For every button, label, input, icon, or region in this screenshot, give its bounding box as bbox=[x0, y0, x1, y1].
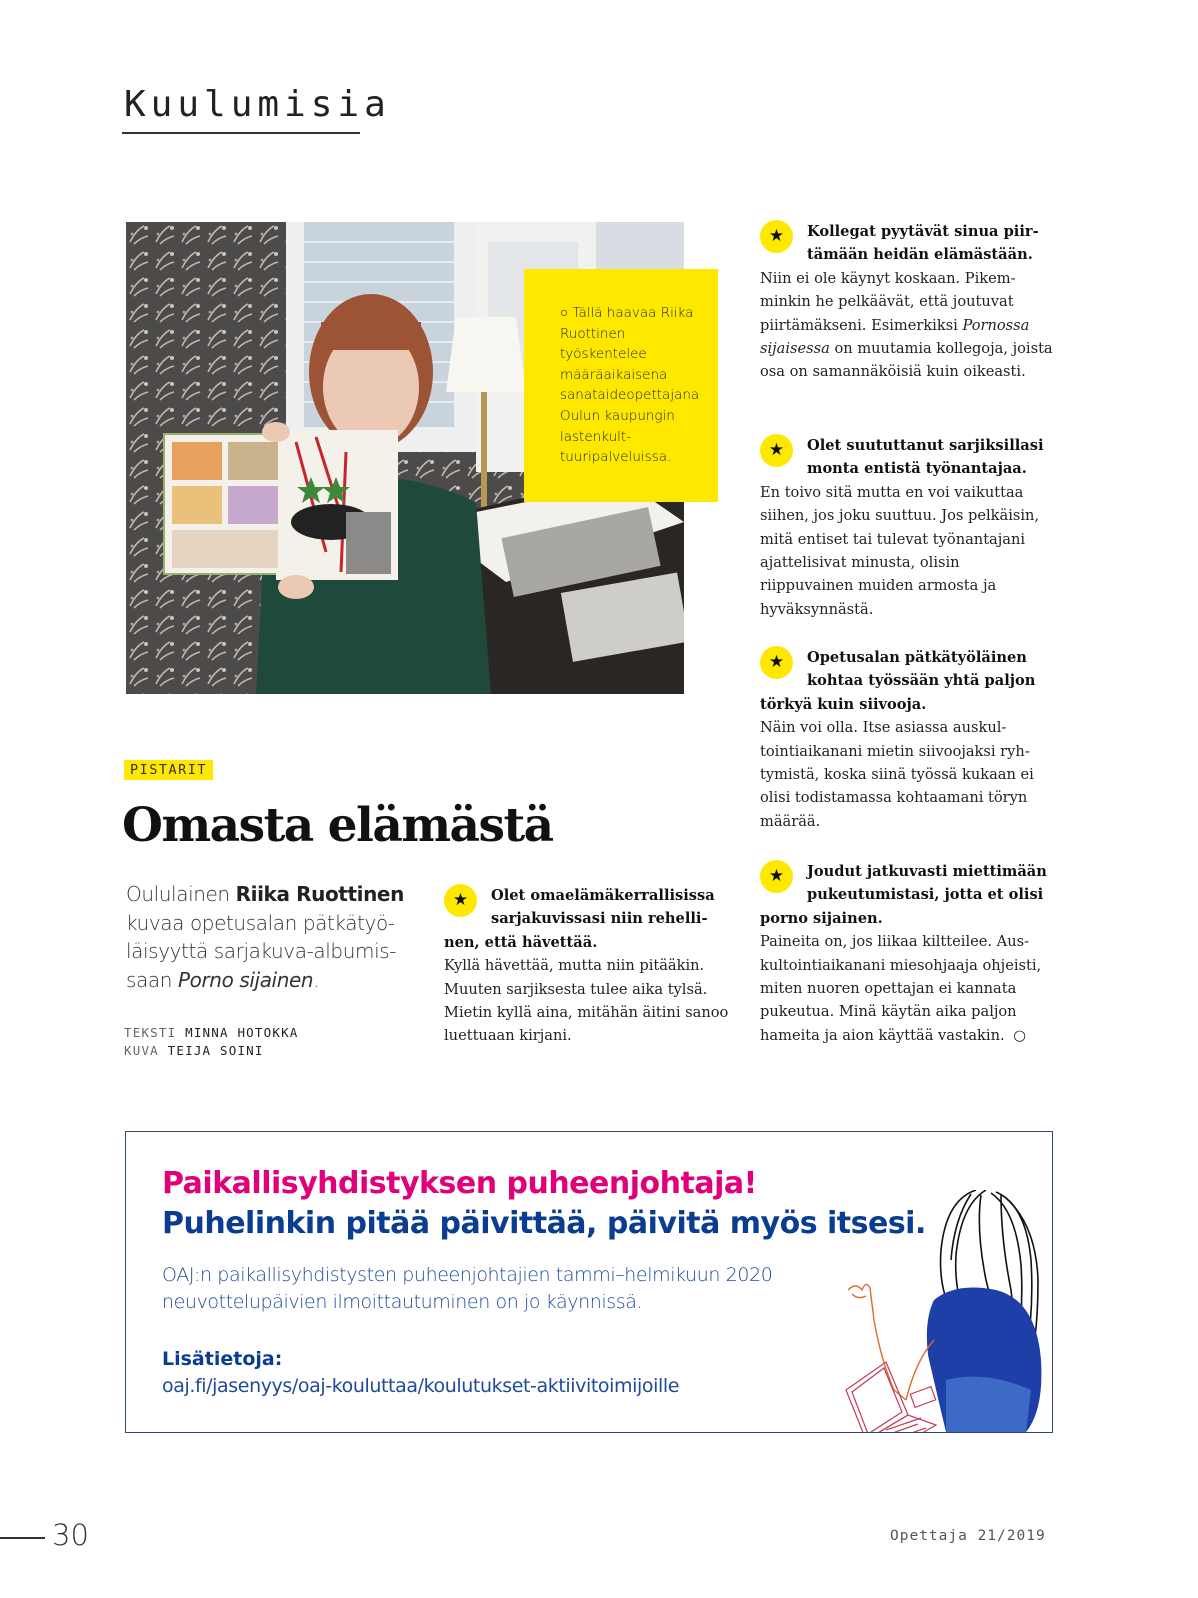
ad-headline-blue: Puhelinkin pitää päivittää, päivitä myös itsesi. bbox=[162, 1206, 926, 1241]
star-icon: ★ bbox=[760, 220, 793, 253]
photo-caption-box bbox=[524, 269, 718, 502]
qa-question: Olet omaelämäkerrallisissa sarjakuvissasi niin rehellinen, että hävettää. bbox=[444, 887, 715, 951]
article-credits bbox=[124, 1024, 299, 1060]
qa-item bbox=[760, 220, 1055, 384]
credit-text-label: TEKSTI bbox=[124, 1025, 177, 1040]
qa-question: Kollegat pyytävät sinua piirtämään heidän elämästään. bbox=[807, 223, 1039, 264]
credit-photo-label: KUVA bbox=[124, 1043, 159, 1058]
lede-suffix: . bbox=[313, 967, 320, 992]
section-label: Kuulumisia bbox=[124, 84, 391, 125]
ad-link[interactable]: oaj.fi/jasenyys/oaj-kouluttaa/koulutukset-aktiivitoimijoille bbox=[162, 1375, 680, 1397]
folio-rule bbox=[0, 1537, 45, 1539]
photo-caption bbox=[560, 303, 708, 468]
woman-laptop-illustration bbox=[826, 1190, 1052, 1432]
credit-text bbox=[124, 1024, 299, 1042]
credit-text-name: MINNA HOTOKKA bbox=[185, 1025, 299, 1040]
qa-answer-text: on muutamia kollegoja, joista osa on samannäköisiä kuin oikeasti. bbox=[760, 340, 1053, 381]
qa-answer-text: Paineita on, jos liikaa kiltteilee. Auskultointiaikanani miesohjaaja ohjeisti, miten nuoren opettajan ei kannata pukeutua. Minä käytän aika paljon hameita ja aion käyttää vastakin. bbox=[760, 933, 1042, 1044]
ad-body-line: OAJ:n paikallisyhdistysten puheenjohtajien tammi–helmikuun 2020 bbox=[162, 1264, 773, 1286]
qa-answer bbox=[760, 930, 1055, 1047]
qa-question: Olet suututtanut sarjiksillasi monta entistä työnantajaa. bbox=[807, 437, 1044, 478]
ad-headline-pink: Paikallisyhdistyksen puheenjohtaja! bbox=[162, 1166, 757, 1201]
magazine-issue: Opettaja 21/2019 bbox=[890, 1528, 1046, 1544]
lede-middle: kuvaa opetusalan pätkätyöläisyyttä sarjakuva-albumissaan bbox=[126, 910, 397, 992]
ad-body-line: neuvottelupäivien ilmoittautuminen on jo käynnissä. bbox=[162, 1291, 643, 1313]
star-icon: ★ bbox=[760, 434, 793, 467]
qa-question: Joudut jatkuvasti miettimään pukeutumistasi, jotta et olisi porno sijainen. bbox=[760, 863, 1047, 927]
end-mark-icon: ○ bbox=[1013, 1026, 1026, 1044]
qa-answer-book-title: Pornossa sijaisessa bbox=[760, 316, 1030, 358]
credit-photo-name: TEIJA SOINI bbox=[167, 1043, 264, 1058]
qa-item bbox=[444, 884, 732, 1048]
star-icon: ★ bbox=[760, 646, 793, 679]
credit-photo bbox=[124, 1042, 299, 1060]
article-headline: Omasta elämästä bbox=[122, 798, 553, 853]
article-lede bbox=[126, 880, 426, 994]
ad-body bbox=[162, 1262, 772, 1316]
star-icon: ★ bbox=[760, 860, 793, 893]
lede-book-title: Porno sijainen bbox=[177, 967, 314, 992]
ad-box bbox=[125, 1131, 1053, 1433]
qa-item bbox=[760, 434, 1055, 621]
qa-item bbox=[760, 860, 1055, 1047]
ad-more-info-label: Lisätietoja: bbox=[162, 1348, 283, 1370]
caption-text: Tällä haavaa Riika Ruottinen työskentelee määräaikaisena sanataideopettajana Oulun kaupungin lastenkulttuuripalveluissa. bbox=[560, 305, 700, 466]
qa-answer: En toivo sitä mutta en voi vaikuttaa siihen, jos joku suuttuu. Jos pelkäisin, mitä entiset tai tulevat työnantajani ajattelisivat minusta, olisin riippuvainen muiden armosta ja hyväksynnästä. bbox=[760, 483, 1040, 618]
qa-answer: Näin voi olla. Itse asiassa auskultointiaikanani mietin siivoojaksi ryhtymistä, koska siinä työssä kukaan ei olisi todistamassa kohtaamani töryn määrää. bbox=[760, 719, 1034, 830]
section-underline bbox=[122, 132, 360, 134]
qa-answer-text: Niin ei ole käynyt koskaan. Pikemminkin he pelkäävät, että joutuvat piirtämäkseni. Esimerkiksi bbox=[760, 269, 1016, 334]
caption-bullet-icon: ○ bbox=[560, 305, 569, 321]
star-icon: ★ bbox=[444, 884, 477, 917]
lede-person-name: Riika Ruottinen bbox=[235, 882, 404, 906]
lede-prefix: Oululainen bbox=[126, 882, 236, 906]
article-kicker: PISTARIT bbox=[124, 760, 213, 780]
qa-answer: Kyllä hävettää, mutta niin pitääkin. Muuten sarjiksesta tulee aika tylsä. Mietin kyllä aina, mitähän äitini sanoo luettuaan kirjani. bbox=[444, 957, 729, 1045]
qa-item bbox=[760, 646, 1055, 833]
qa-answer bbox=[760, 267, 1055, 384]
page-number: 30 bbox=[52, 1518, 89, 1552]
qa-question: Opetusalan pätkätyöläinen kohtaa työssään yhtä paljon törkyä kuin siivooja. bbox=[760, 649, 1036, 713]
